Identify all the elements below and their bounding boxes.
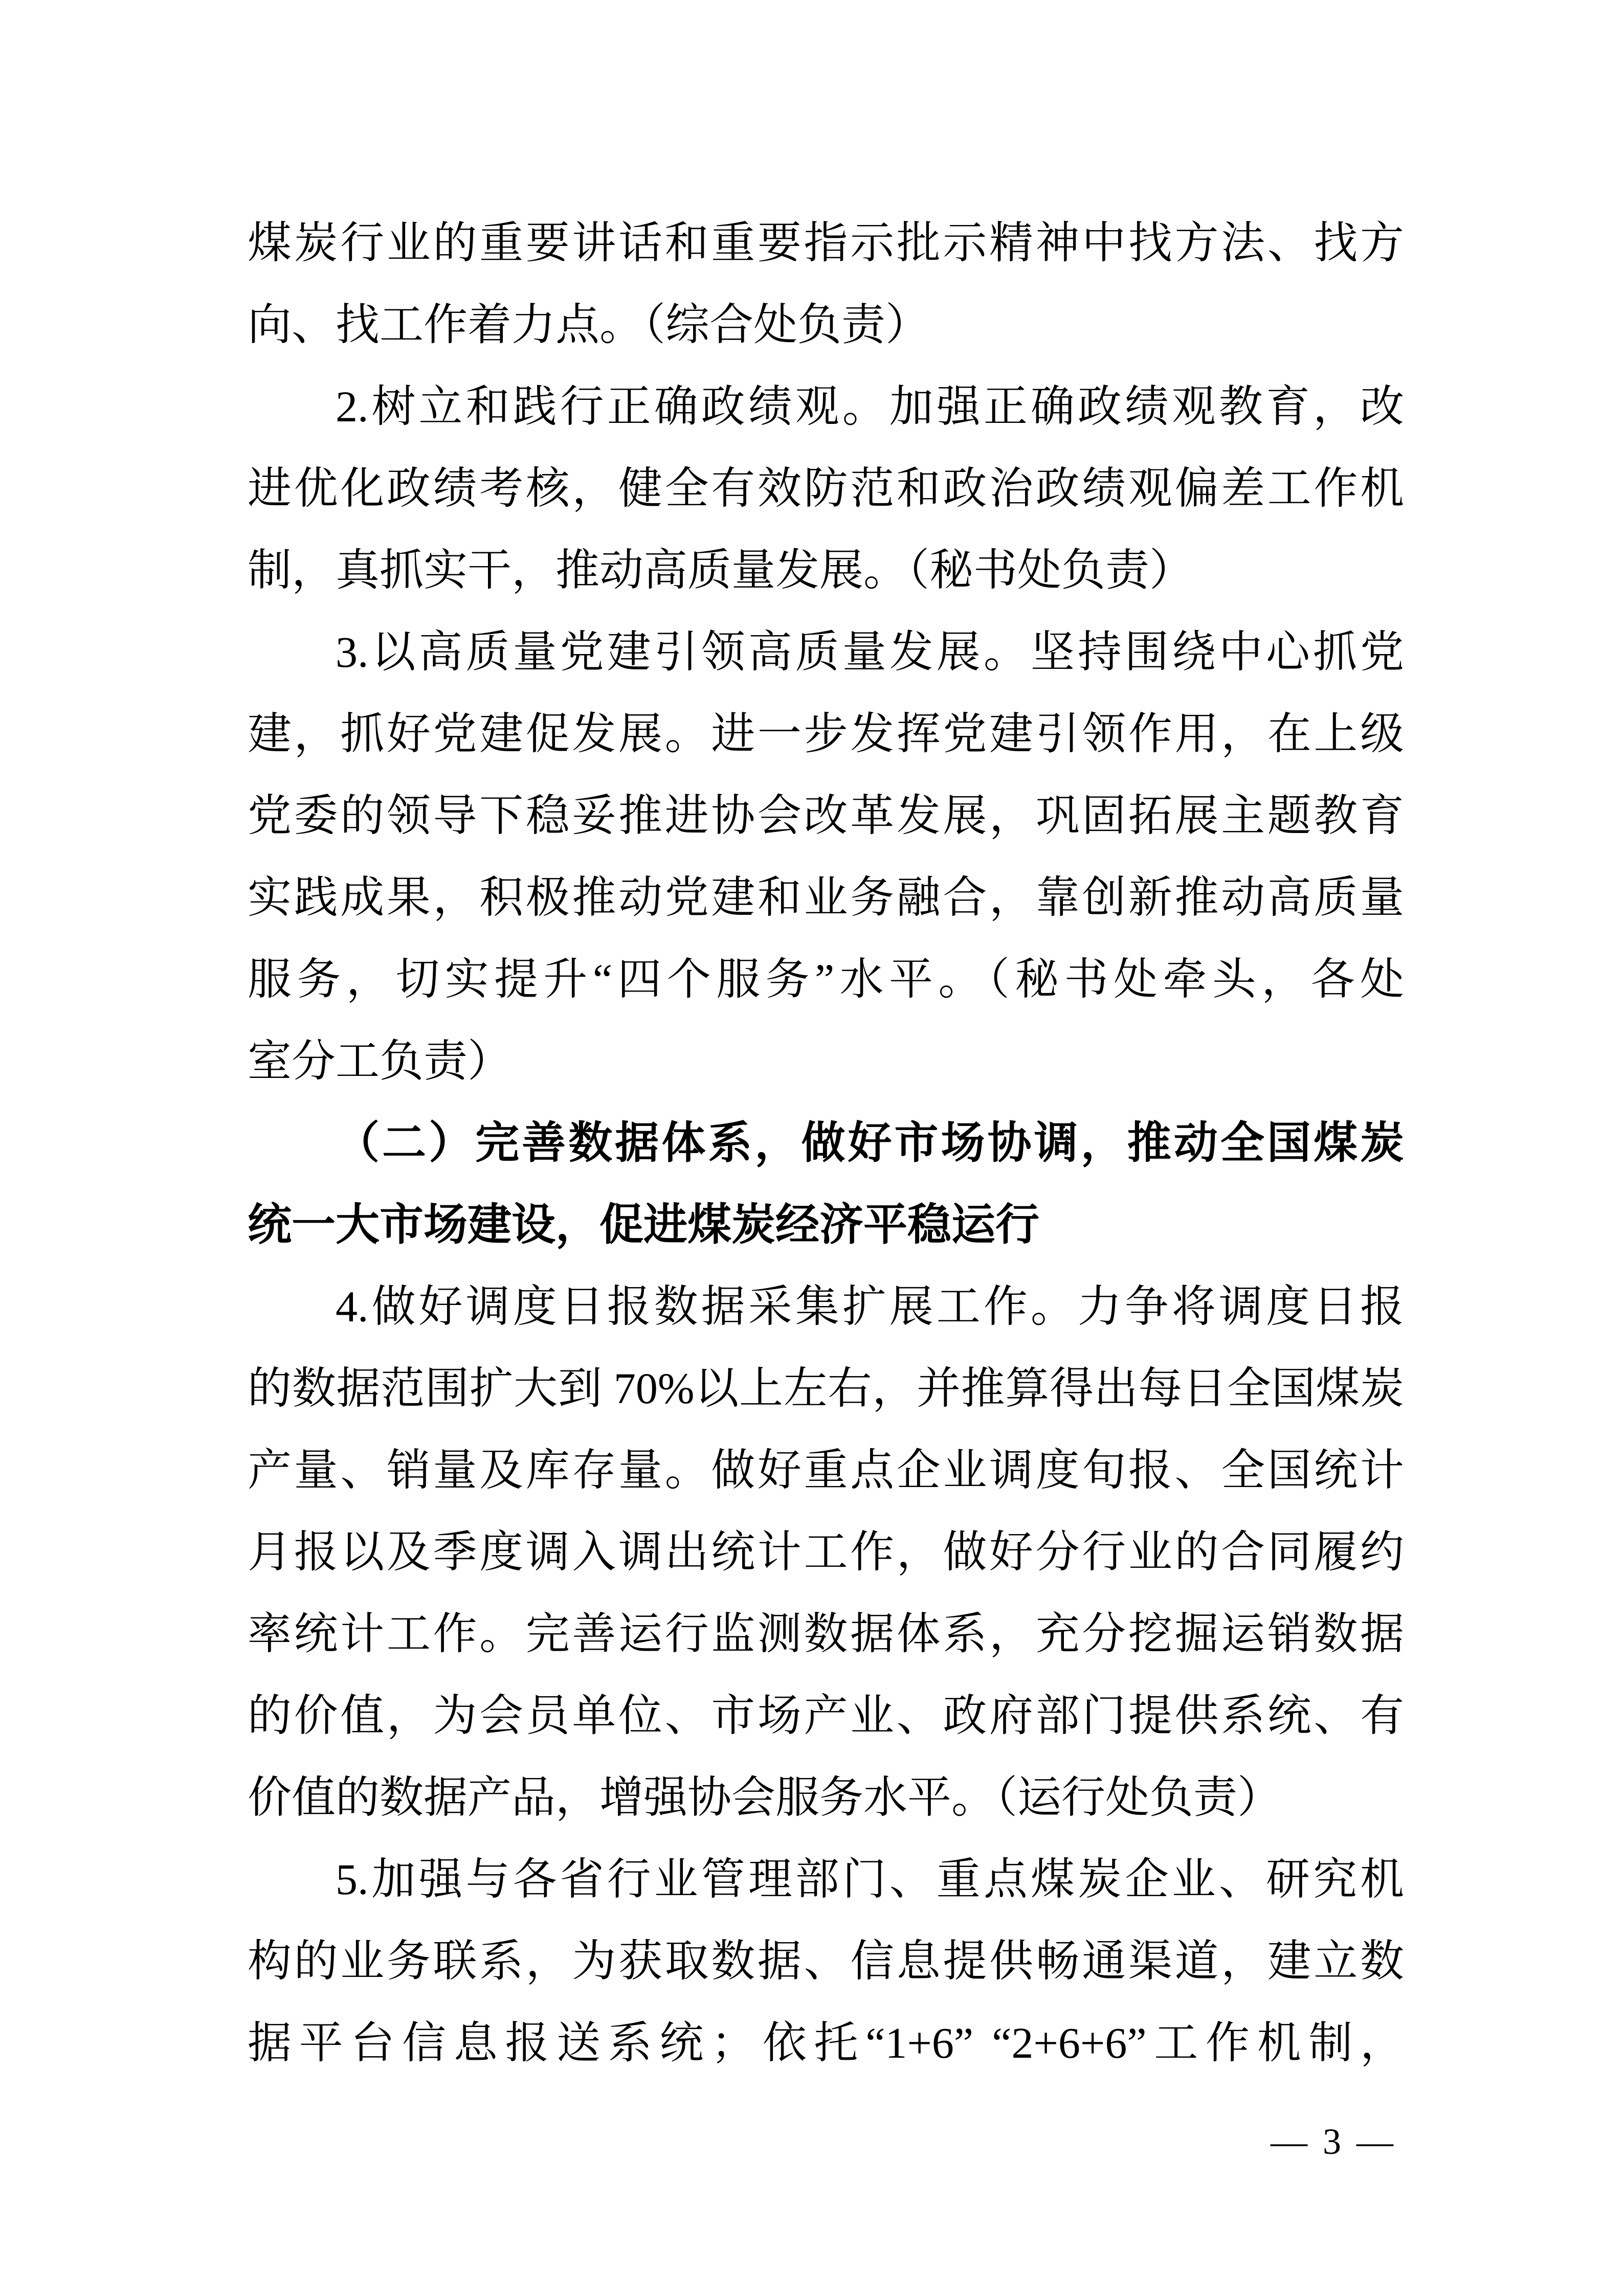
text-line: 的数据范围扩大到 70%以上左右，并推算得出每日全国煤炭	[248, 1364, 1404, 1413]
text-line: 向、找工作着力点。（综合处负责）	[248, 300, 929, 349]
text-line: 3.以高质量党建引领高质量发展。坚持围绕中心抓党	[336, 627, 1404, 677]
text-line: 价值的数据产品，增强协会服务水平。（运行处负责）	[248, 1773, 1281, 1822]
text-line: 建，抓好党建促发展。进一步发挥党建引领作用，在上级	[248, 709, 1404, 758]
text-line: 进优化政绩考核，健全有效防范和政治政绩观偏差工作机	[248, 464, 1404, 513]
text-line: 煤炭行业的重要讲话和重要指示批示精神中找方法、找方	[248, 218, 1404, 267]
text-line: 据平台信息报送系统；依托“1+6” “2+6+6”工作机制，	[248, 2018, 1404, 2067]
text-line: 月报以及季度调入调出统计工作，做好分行业的合同履约	[248, 1527, 1404, 1577]
section-heading-line: （二）完善数据体系，做好市场协调，推动全国煤炭	[336, 1118, 1404, 1167]
text-line: 5.加强与各省行业管理部门、重点煤炭企业、研究机	[336, 1855, 1404, 1904]
text-line: 构的业务联系，为获取数据、信息提供畅通渠道，建立数	[248, 1937, 1404, 1986]
text-line: 室分工负责）	[248, 1037, 511, 1086]
page-number: — 3 —	[1271, 2121, 1396, 2162]
text-line: 党委的领导下稳妥推进协会改革发展，巩固拓展主题教育	[248, 791, 1404, 840]
section-heading-line: 统一大市场建设，促进煤炭经济平稳运行	[248, 1200, 1039, 1249]
text-line: 产量、销量及库存量。做好重点企业调度旬报、全国统计	[248, 1446, 1404, 1495]
text-line: 2.树立和践行正确政绩观。加强正确政绩观教育，改	[336, 382, 1404, 431]
text-line: 率统计工作。完善运行监测数据体系，充分挖掘运销数据	[248, 1609, 1404, 1658]
document-body	[248, 202, 1404, 2084]
text-line: 制，真抓实干，推动高质量发展。（秘书处负责）	[248, 546, 1193, 595]
text-line: 的价值，为会员单位、市场产业、政府部门提供系统、有	[248, 1691, 1404, 1740]
text-line: 实践成果，积极推动党建和业务融合，靠创新推动高质量	[248, 873, 1404, 922]
text-line: 服务，切实提升“四个服务”水平。（秘书处牵头，各处	[248, 955, 1404, 1004]
text-line: 4.做好调度日报数据采集扩展工作。力争将调度日报	[336, 1282, 1404, 1331]
